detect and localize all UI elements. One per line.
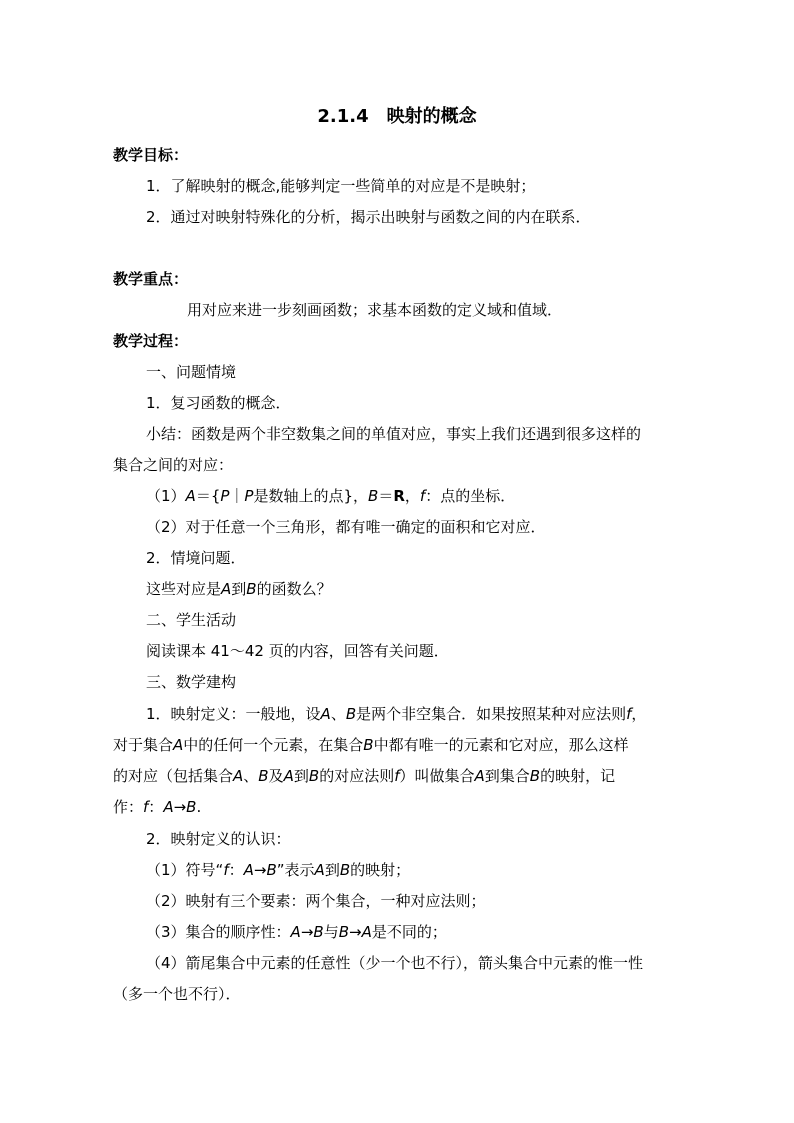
definition-line: 的对应（包括集合A、B及A到B的对应法则f）叫做集合A到集合B的映射，记 bbox=[113, 767, 616, 785]
definition-line: 对于集合A中的任何一个元素，在集合B中都有唯一的元素和它对应，那么这样 bbox=[113, 736, 629, 754]
understanding-item-continued: （多一个也不行）． bbox=[113, 985, 241, 1003]
definition-line: 作：f：A→B. bbox=[113, 798, 202, 816]
part3-heading: 三、数学建构 bbox=[146, 673, 237, 691]
understanding-heading: 2．映射定义的认识： bbox=[146, 830, 291, 848]
example-1: （1）A＝{P｜P是数轴上的点}，B＝R，f：点的坐标． bbox=[146, 487, 516, 505]
understanding-item: （3）集合的顺序性：A→B与B→A是不同的； bbox=[146, 923, 447, 941]
understanding-item: （1）符号“f：A→B”表示A到B的映射； bbox=[146, 861, 411, 879]
process-heading: 教学过程： bbox=[113, 332, 189, 350]
summary-line: 小结：函数是两个非空数集之间的单值对应，事实上我们还遇到很多这样的 bbox=[146, 425, 642, 443]
part2-heading: 二、学生活动 bbox=[146, 611, 237, 629]
understanding-item: （4）箭尾集合中元素的任意性（少一个也不行），箭头集合中元素的惟一性 bbox=[146, 954, 644, 972]
definition-line: 1．映射定义：一般地，设A、B是两个非空集合．如果按照某种对应法则f， bbox=[146, 705, 647, 723]
focus-text: 用对应来进一步刻画函数；求基本函数的定义域和值域． bbox=[187, 301, 563, 319]
question-line: 这些对应是A到B的函数么？ bbox=[146, 580, 332, 598]
objectives-heading: 教学目标： bbox=[113, 146, 189, 164]
part1-heading: 一、问题情境 bbox=[146, 363, 237, 381]
item-situation: 2．情境问题． bbox=[146, 549, 246, 567]
summary-line: 集合之间的对应： bbox=[113, 456, 234, 474]
objective-item: 2．通过对映射特殊化的分析，揭示出映射与函数之间的内在联系． bbox=[146, 208, 591, 226]
example-2: （2）对于任意一个三角形，都有唯一确定的面积和它对应． bbox=[146, 518, 546, 536]
reading-line: 阅读课本 41～42 页的内容，回答有关问题． bbox=[146, 642, 449, 660]
item-review: 1．复习函数的概念． bbox=[146, 394, 291, 412]
focus-heading: 教学重点： bbox=[113, 270, 189, 288]
understanding-item: （2）映射有三个要素：两个集合，一种对应法则； bbox=[146, 892, 486, 910]
document-title: 2.1.4 映射的概念 bbox=[317, 106, 477, 127]
objective-item: 1．了解映射的概念,能够判定一些简单的对应是不是映射； bbox=[146, 177, 536, 195]
